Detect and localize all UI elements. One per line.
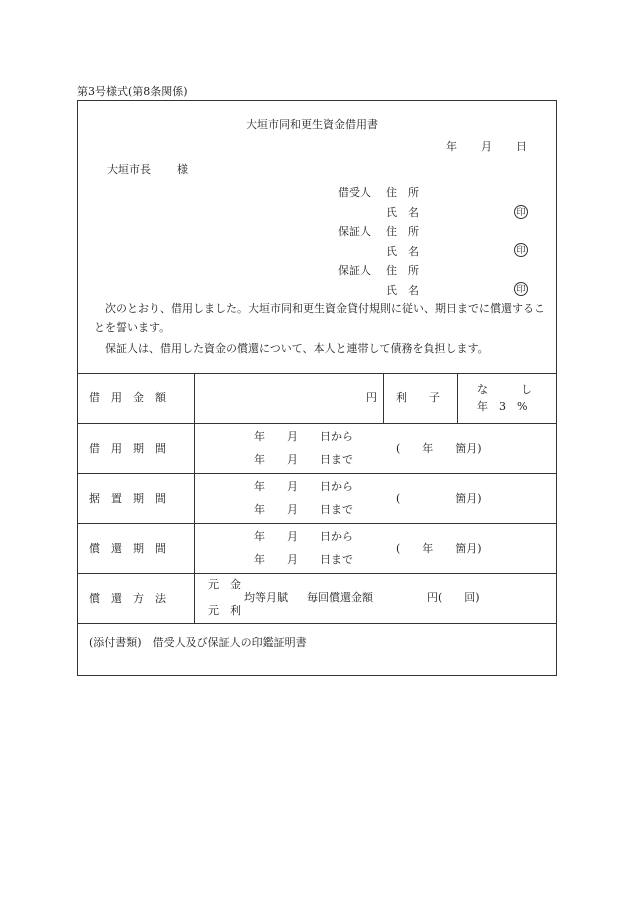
guarantor1-address-label: 住 所	[386, 225, 419, 238]
repay-period-label: 償 還 期 間	[89, 542, 166, 555]
interest-rate: 年 3 %	[477, 400, 528, 413]
interest-label: 利 子	[396, 391, 440, 404]
table-top-border	[77, 373, 557, 374]
guarantor1-name-label: 氏 名	[386, 245, 419, 258]
loan-period-to: 年 月 日まで	[254, 453, 353, 466]
date-year: 年	[446, 140, 457, 153]
loan-amount-unit: 円	[366, 391, 377, 404]
repay-method-per-payment: 毎回償還金額	[307, 591, 373, 604]
guarantor1-seal-mark: 印	[514, 243, 528, 257]
repay-method-equal: 均等月賦	[244, 591, 288, 604]
grace-period-months: ( 箇月)	[396, 492, 482, 505]
borrower-label: 借受人	[338, 186, 371, 199]
loan-period-months: ( 年 箇月)	[396, 442, 482, 455]
addressee-name: 大垣市長	[107, 163, 151, 176]
document-title: 大垣市同和更生資金借用書	[246, 118, 378, 131]
borrower-name-label: 氏 名	[386, 206, 419, 219]
repay-method-label: 償 還 方 法	[89, 592, 166, 605]
guarantor2-label: 保証人	[338, 264, 371, 277]
table-row-divider	[77, 473, 557, 474]
borrower-seal-mark: 印	[514, 205, 528, 219]
statement-paragraph-2: 保証人は、借用した資金の償還について、本人と連帯して債務を負担します。	[105, 342, 489, 355]
guarantor2-name-label: 氏 名	[386, 284, 419, 297]
table-row-divider	[77, 423, 557, 424]
grace-period-label: 据 置 期 間	[89, 492, 166, 505]
table-row-divider	[77, 623, 557, 624]
grace-period-from: 年 月 日から	[254, 480, 353, 493]
repay-method-yen-times: 円( 回)	[427, 591, 480, 604]
loan-period-from: 年 月 日から	[254, 430, 353, 443]
guarantor2-address-label: 住 所	[386, 264, 419, 277]
table-interest-divider	[383, 373, 384, 423]
table-label-column-divider	[194, 373, 195, 623]
repay-period-from: 年 月 日から	[254, 530, 353, 543]
table-interest-value-divider	[457, 373, 458, 423]
addressee-honorific: 様	[177, 163, 188, 176]
guarantor1-label: 保証人	[338, 225, 371, 238]
guarantor2-seal-mark: 印	[514, 282, 528, 296]
table-row-divider	[77, 523, 557, 524]
repay-method-principal: 元 金	[208, 578, 241, 591]
attachments-note: (添付書類) 借受人及び保証人の印鑑証明書	[89, 636, 307, 649]
loan-amount-label: 借 用 金 額	[89, 391, 166, 404]
statement-paragraph-1: 次のとおり、借用しました。大垣市同和更生資金貸付規則に従い、期日までに償還することを誓います。	[94, 302, 545, 334]
form-label: 第3号様式(第8条関係)	[77, 85, 188, 98]
grace-period-to: 年 月 日まで	[254, 503, 353, 516]
loan-period-label: 借 用 期 間	[89, 442, 166, 455]
date-month: 月	[481, 140, 492, 153]
interest-none: な し	[477, 383, 532, 396]
borrower-address-label: 住 所	[386, 186, 419, 199]
repay-period-months: ( 年 箇月)	[396, 542, 482, 555]
table-row-divider	[77, 573, 557, 574]
repay-period-to: 年 月 日まで	[254, 553, 353, 566]
date-day: 日	[516, 140, 527, 153]
repay-method-principal-interest: 元 利	[208, 604, 241, 617]
